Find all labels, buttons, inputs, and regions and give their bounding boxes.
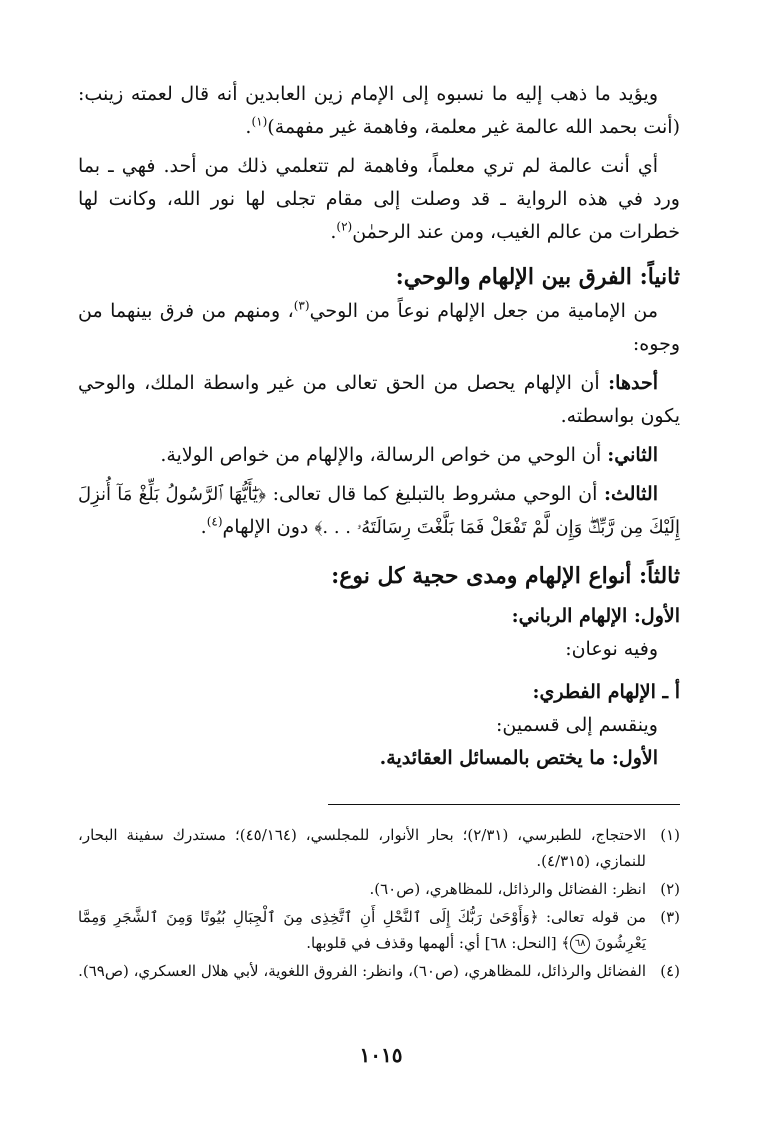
footnote-ref-3[interactable]: (٣) [293, 298, 310, 313]
ayah-number-icon: ٦٨ [570, 934, 590, 954]
footnote-1: (١) الاحتجاج، للطبرسي، (٢/٣١)؛ بحار الأنوار، للمجلسي، (٤٥/١٦٤)؛ مستدرك سفينة البحار، للنمازي، (٤/٣١٥). [78, 826, 680, 870]
paragraph-6: الثالث: أن الوحي مشروط بالتبليغ كما قال تعالى: ﴿يَٰٓأَيُّهَا ٱلرَّسُولُ بَلِّغْ مَآ أُنزِلَ إِلَيْكَ مِن رَّبِّكَۖ وَإِن لَّمْ تَفْعَلْ فَمَا بَلَّغْتَ رِسَالَتَهُۥ . . .﴾ دون الإلهام$^{(٤)}$. [78, 483, 680, 538]
page-number: ١٠١٥ [359, 1043, 403, 1067]
quran-verse: ﴿يَٰٓأَيُّهَا ٱلرَّسُولُ بَلِّغْ مَآ أُنزِلَ إِلَيْكَ مِن رَّبِّكَۖ وَإِن لَّمْ تَفْعَلْ فَمَا بَلَّغْتَ رِسَالَتَهُۥ . . .﴾ [78, 484, 680, 538]
label-first: أحدها: [608, 372, 658, 394]
footnote-2: (٢) انظر: الفضائل والرذائل، للمظاهري، (ص٦٠). [369, 880, 680, 898]
paragraph-4: أحدها: أن الإلهام يحصل من الحق تعالى من غير واسطة الملك، والوحي يكون بواسطته. [78, 372, 680, 427]
quran-verse-footnote: ﴿وَأَوْحَىٰ رَبُّكَ إِلَى ٱلنَّحْلِ أَنِ ٱتَّخِذِى مِنَ ٱلْجِبَالِ بُيُوتًا وَمِنَ ٱلشَّجَرِ وَمِمَّا يَعْرِشُونَ [78, 908, 646, 952]
paragraph-5: الثاني: أن الوحي من خواص الرسالة، والإلهام من خواص الولاية. [160, 444, 658, 466]
footnotes [78, 822, 680, 984]
section-heading-2: ثانياً: الفرق بين الإلهام والوحي: [395, 264, 680, 290]
paragraph-2: أي أنت عالمة لم تري معلماً، وفاهمة لم تتعلمي ذلك من أحد. فهي ـ بما ورد في هذه الرواية ـ قد وصلت إلى مقام تجلى لها نور الله، وكانت لها خطرات من عالم الغيب، ومن عند الرحمٰن$^{(٢)}$. [78, 155, 680, 243]
footnote-divider [328, 804, 680, 805]
subheading-fitri: أ ـ الإلهام الفطري: [532, 681, 680, 703]
label-second: الثاني: [607, 444, 658, 466]
footnote-3: (٣) من قوله تعالى: ﴿وَأَوْحَىٰ رَبُّكَ إِلَى ٱلنَّحْلِ أَنِ ٱتَّخِذِى مِنَ ٱلْجِبَالِ بُيُوتًا وَمِنَ ٱلشَّجَرِ وَمِمَّا يَعْرِشُونَ ٦٨﴾ [النحل: ٦٨] أي: ألهمها وقذف في قلوبها. [78, 908, 680, 952]
footnote-ref-1[interactable]: (١) [251, 114, 268, 129]
footnote-ref-4[interactable]: (٤) [206, 514, 223, 529]
footnote-ref-2[interactable]: (٢) [336, 219, 353, 234]
paragraph-3: من الإمامية من جعل الإلهام نوعاً من الوحي$^{(٣)}$، ومنهم من فرق بينهما من وجوه: [78, 298, 680, 355]
label-third: الثالث: [603, 483, 658, 505]
paragraph-1: ويؤيد ما ذهب إليه ما نسبوه إلى الإمام زين العابدين أنه قال لعمته زينب: (أنت بحمد الله عالمة غير معلمة، وفاهمة غير مفهمة)$^{(١)}$. [78, 83, 680, 138]
footnote-4: (٤) الفضائل والرذائل، للمظاهري، (ص٦٠)، وانظر: الفروق اللغوية، لأبي هلال العسكري، (ص٦٩). [78, 962, 680, 980]
subheading-rabbani: الأول: الإلهام الرباني: [511, 605, 680, 627]
subheading-creedal: الأول: ما يختص بالمسائل العقائدية. [379, 747, 658, 769]
text-two-types: وفيه نوعان: [565, 638, 658, 660]
section-heading-3: ثالثاً: أنواع الإلهام ومدى حجية كل نوع: [331, 563, 680, 589]
text-two-parts: وينقسم إلى قسمين: [495, 714, 658, 736]
